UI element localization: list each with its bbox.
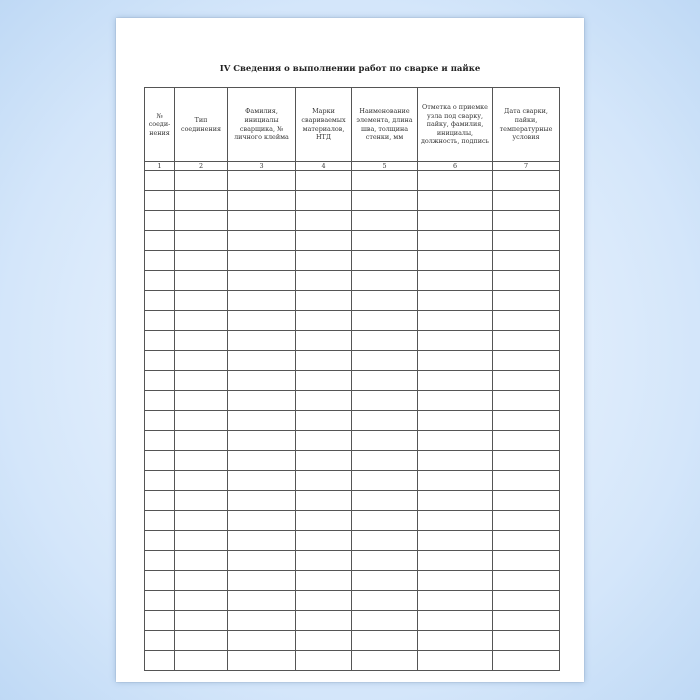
- table-cell: [493, 531, 560, 551]
- table-cell: [175, 271, 228, 291]
- table-cell: [352, 391, 418, 411]
- table-cell: [418, 491, 493, 511]
- table-cell: [352, 271, 418, 291]
- table-cell: [352, 371, 418, 391]
- table-cell: [493, 191, 560, 211]
- table-cell: [228, 511, 296, 531]
- table-cell: [228, 451, 296, 471]
- table-cell: [145, 411, 175, 431]
- table-cell: [145, 291, 175, 311]
- table-body: [145, 171, 560, 671]
- table-cell: [352, 411, 418, 431]
- table-cell: [352, 611, 418, 631]
- table-cell: [175, 391, 228, 411]
- table-cell: [352, 291, 418, 311]
- table-cell: [418, 551, 493, 571]
- table-row: [145, 251, 560, 271]
- table-cell: [145, 231, 175, 251]
- table-cell: [352, 211, 418, 231]
- table-row: [145, 531, 560, 551]
- table-cell: [352, 571, 418, 591]
- table-cell: [296, 231, 352, 251]
- table-row: [145, 411, 560, 431]
- table-cell: [418, 371, 493, 391]
- table-cell: [352, 591, 418, 611]
- table-row: [145, 551, 560, 571]
- table-cell: [145, 271, 175, 291]
- table-cell: [145, 651, 175, 671]
- table-cell: [418, 251, 493, 271]
- table-row: [145, 651, 560, 671]
- table-cell: [228, 311, 296, 331]
- table-cell: [418, 451, 493, 471]
- table-cell: [493, 451, 560, 471]
- table-cell: [228, 651, 296, 671]
- table-cell: [418, 631, 493, 651]
- table-cell: [228, 491, 296, 511]
- table-cell: [228, 251, 296, 271]
- table-cell: [145, 451, 175, 471]
- table-cell: [352, 331, 418, 351]
- table-cell: [418, 211, 493, 231]
- column-number: 4: [296, 162, 352, 171]
- table-cell: [493, 171, 560, 191]
- document-title: IV Сведения о выполнении работ по сварке и пайке: [219, 64, 481, 74]
- table-cell: [418, 411, 493, 431]
- table-cell: [228, 471, 296, 491]
- table-cell: [296, 311, 352, 331]
- table-cell: [296, 591, 352, 611]
- table-cell: [228, 191, 296, 211]
- table-row: [145, 491, 560, 511]
- table-cell: [296, 451, 352, 471]
- column-number: 5: [352, 162, 418, 171]
- table-cell: [175, 251, 228, 271]
- column-header-welder: Фамилия, инициалы сварщика, № личного клейма: [228, 88, 296, 162]
- table-cell: [493, 651, 560, 671]
- table-cell: [418, 351, 493, 371]
- table-cell: [418, 511, 493, 531]
- table-cell: [145, 491, 175, 511]
- document-page: [116, 18, 584, 682]
- table-cell: [145, 631, 175, 651]
- table-cell: [493, 611, 560, 631]
- table-cell: [418, 591, 493, 611]
- table-cell: [145, 571, 175, 591]
- table-row: [145, 431, 560, 451]
- table-cell: [175, 531, 228, 551]
- table-cell: [175, 191, 228, 211]
- table-cell: [228, 391, 296, 411]
- table-cell: [493, 591, 560, 611]
- table-cell: [228, 211, 296, 231]
- table-cell: [296, 371, 352, 391]
- table-cell: [296, 611, 352, 631]
- table-row: [145, 511, 560, 531]
- table-cell: [296, 271, 352, 291]
- table-cell: [418, 271, 493, 291]
- table-row: [145, 471, 560, 491]
- table-cell: [493, 631, 560, 651]
- table-cell: [228, 331, 296, 351]
- table-cell: [296, 651, 352, 671]
- table-row: [145, 631, 560, 651]
- table-cell: [352, 171, 418, 191]
- table-cell: [228, 551, 296, 571]
- table-cell: [228, 371, 296, 391]
- table-cell: [175, 371, 228, 391]
- table-cell: [352, 551, 418, 571]
- table-cell: [145, 211, 175, 231]
- table-cell: [175, 631, 228, 651]
- table-cell: [175, 491, 228, 511]
- table-cell: [175, 571, 228, 591]
- table-row: [145, 171, 560, 191]
- column-header-joint-type: Тип соединения: [175, 88, 228, 162]
- table-cell: [493, 251, 560, 271]
- column-number: 1: [145, 162, 175, 171]
- table-cell: [296, 431, 352, 451]
- table-cell: [175, 231, 228, 251]
- header-row: [145, 88, 560, 162]
- column-number: 7: [493, 162, 560, 171]
- table-cell: [296, 171, 352, 191]
- table-cell: [145, 551, 175, 571]
- table-cell: [145, 531, 175, 551]
- table-cell: [418, 471, 493, 491]
- table-cell: [418, 571, 493, 591]
- table-cell: [175, 511, 228, 531]
- table-cell: [175, 311, 228, 331]
- table-cell: [352, 631, 418, 651]
- column-number: 6: [418, 162, 493, 171]
- table-cell: [228, 351, 296, 371]
- table-cell: [175, 171, 228, 191]
- table-cell: [352, 431, 418, 451]
- table-row: [145, 191, 560, 211]
- table-cell: [493, 311, 560, 331]
- table-cell: [418, 651, 493, 671]
- table-cell: [228, 271, 296, 291]
- table-cell: [175, 471, 228, 491]
- table-cell: [418, 331, 493, 351]
- table-cell: [145, 311, 175, 331]
- table-cell: [145, 371, 175, 391]
- table-cell: [296, 391, 352, 411]
- table-cell: [296, 471, 352, 491]
- table-cell: [296, 411, 352, 431]
- table-cell: [145, 191, 175, 211]
- table-cell: [228, 411, 296, 431]
- column-number-row: [145, 162, 560, 171]
- table-cell: [352, 651, 418, 671]
- table-cell: [352, 471, 418, 491]
- table-cell: [145, 611, 175, 631]
- table-cell: [296, 511, 352, 531]
- table-row: [145, 271, 560, 291]
- table-cell: [418, 391, 493, 411]
- table-cell: [493, 371, 560, 391]
- table-row: [145, 351, 560, 371]
- table-cell: [145, 471, 175, 491]
- table-cell: [175, 451, 228, 471]
- table-cell: [418, 191, 493, 211]
- table-cell: [418, 311, 493, 331]
- table-cell: [352, 251, 418, 271]
- table-cell: [352, 311, 418, 331]
- table-cell: [296, 251, 352, 271]
- table-cell: [352, 451, 418, 471]
- column-header-element: Наименование элемента, длина шва, толщина стенки, мм: [352, 88, 418, 162]
- table-cell: [352, 531, 418, 551]
- table-cell: [352, 491, 418, 511]
- table-cell: [296, 331, 352, 351]
- table-row: [145, 391, 560, 411]
- table-cell: [296, 211, 352, 231]
- table-cell: [493, 331, 560, 351]
- table-cell: [418, 291, 493, 311]
- table-row: [145, 331, 560, 351]
- table-cell: [228, 171, 296, 191]
- table-row: [145, 231, 560, 251]
- welding-records-table: [144, 87, 560, 671]
- table-cell: [145, 251, 175, 271]
- table-cell: [175, 291, 228, 311]
- table-cell: [493, 471, 560, 491]
- table-cell: [493, 271, 560, 291]
- table-cell: [175, 651, 228, 671]
- table-cell: [296, 571, 352, 591]
- table-cell: [175, 431, 228, 451]
- table-cell: [175, 211, 228, 231]
- table-cell: [352, 511, 418, 531]
- table-cell: [352, 191, 418, 211]
- table-cell: [418, 171, 493, 191]
- table-cell: [145, 351, 175, 371]
- table-cell: [493, 211, 560, 231]
- table-cell: [175, 611, 228, 631]
- table-cell: [493, 491, 560, 511]
- table-cell: [493, 551, 560, 571]
- table-cell: [145, 591, 175, 611]
- table-cell: [228, 291, 296, 311]
- table-cell: [145, 331, 175, 351]
- table-cell: [418, 531, 493, 551]
- table-row: [145, 211, 560, 231]
- table-cell: [493, 571, 560, 591]
- table-cell: [175, 591, 228, 611]
- table-row: [145, 291, 560, 311]
- table-cell: [228, 531, 296, 551]
- table-cell: [228, 571, 296, 591]
- table-cell: [296, 491, 352, 511]
- table-cell: [145, 391, 175, 411]
- table-row: [145, 571, 560, 591]
- table-cell: [296, 631, 352, 651]
- table-cell: [493, 391, 560, 411]
- table-cell: [228, 631, 296, 651]
- table-cell: [175, 411, 228, 431]
- column-number: 3: [228, 162, 296, 171]
- table-cell: [296, 531, 352, 551]
- table-cell: [228, 611, 296, 631]
- table-row: [145, 591, 560, 611]
- table-cell: [296, 191, 352, 211]
- table-cell: [175, 331, 228, 351]
- table-cell: [493, 411, 560, 431]
- table-cell: [145, 171, 175, 191]
- table-cell: [418, 431, 493, 451]
- table-row: [145, 451, 560, 471]
- table-cell: [228, 591, 296, 611]
- table-cell: [418, 611, 493, 631]
- table-cell: [296, 551, 352, 571]
- column-number: 2: [175, 162, 228, 171]
- table-row: [145, 311, 560, 331]
- table-cell: [493, 351, 560, 371]
- column-header-joint-number: № соеди-нения: [145, 88, 175, 162]
- table-cell: [493, 511, 560, 531]
- table-cell: [296, 291, 352, 311]
- table-row: [145, 611, 560, 631]
- table-cell: [493, 431, 560, 451]
- table-cell: [145, 511, 175, 531]
- column-header-date: Дата сварки, пайки, температурные условия: [493, 88, 560, 162]
- column-header-materials: Марки свариваемых материалов, НТД: [296, 88, 352, 162]
- table-cell: [352, 351, 418, 371]
- table-cell: [418, 231, 493, 251]
- column-header-acceptance: Отметка о приемке узла под сварку, пайку, фамилия, инициалы, должность, подпись: [418, 88, 493, 162]
- table-cell: [145, 431, 175, 451]
- table-cell: [296, 351, 352, 371]
- table-cell: [493, 291, 560, 311]
- table-cell: [175, 351, 228, 371]
- table-row: [145, 371, 560, 391]
- table-cell: [228, 231, 296, 251]
- table-cell: [228, 431, 296, 451]
- table-cell: [493, 231, 560, 251]
- table-cell: [175, 551, 228, 571]
- table-cell: [352, 231, 418, 251]
